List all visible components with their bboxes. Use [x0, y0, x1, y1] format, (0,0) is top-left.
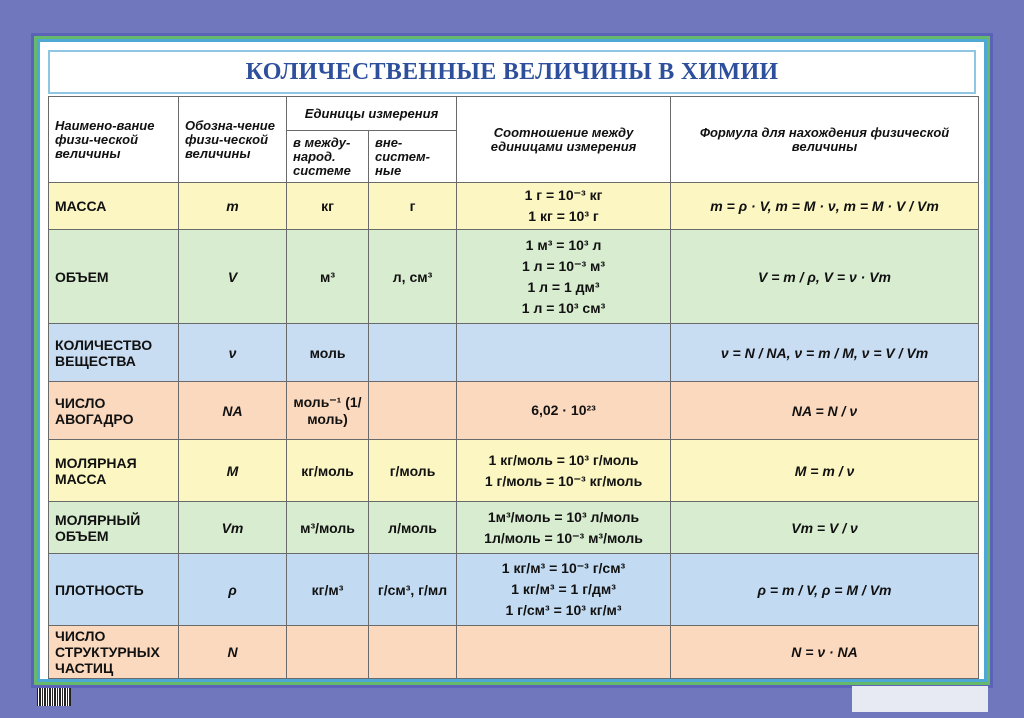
- header-units-intl: в между-народ. системе: [287, 131, 369, 183]
- formula: N = ν · NA: [671, 626, 979, 679]
- quantity-name: МАССА: [49, 183, 179, 230]
- unit-other: л/моль: [369, 502, 457, 554]
- relation-line: 1 кг/м³ = 1 г/дм³: [511, 581, 616, 597]
- header-units-nonsys: вне-систем-ные: [369, 131, 457, 183]
- table-row: [49, 183, 979, 230]
- quantity-symbol: ρ: [179, 554, 287, 626]
- unit-other: [369, 626, 457, 679]
- header-units: Единицы измерения: [287, 97, 457, 131]
- relation-line: 1 л = 10³ см³: [521, 299, 606, 316]
- formula: Vm = V / ν: [671, 502, 979, 554]
- table-row: [49, 382, 979, 440]
- unit-relations: [457, 626, 671, 679]
- unit-relations: [457, 440, 671, 502]
- header-relation: Соотношение между единицами измерения: [457, 97, 671, 183]
- unit-other: г/моль: [369, 440, 457, 502]
- unit-other: г: [369, 183, 457, 230]
- relation-line: 1 кг = 10³ г: [528, 208, 599, 224]
- quantity-name: МОЛЯРНАЯ МАССА: [49, 440, 179, 502]
- relation-line: 6,02 · 10²³: [531, 402, 596, 418]
- unit-si: моль: [287, 324, 369, 382]
- quantity-symbol: m: [179, 183, 287, 230]
- quantity-symbol: M: [179, 440, 287, 502]
- unit-other: л, см³: [369, 230, 457, 324]
- relation-line: 1 г/см³ = 10³ кг/м³: [505, 602, 622, 618]
- unit-si: м³: [287, 230, 369, 324]
- quantity-name: ПЛОТНОСТЬ: [49, 554, 179, 626]
- relation-line: 1 кг/м³ = 10⁻³ г/см³: [501, 560, 626, 576]
- header-formula: Формула для нахождения физической величины: [671, 97, 979, 183]
- relation-line: 1л/моль = 10⁻³ м³/моль: [484, 529, 643, 546]
- quantities-table: [48, 96, 979, 679]
- quantity-symbol: NA: [179, 382, 287, 440]
- unit-relations: [457, 382, 671, 440]
- unit-other: [369, 382, 457, 440]
- table-row: [49, 230, 979, 324]
- relation-line: 1 м³ = 10³ л: [525, 236, 602, 253]
- quantity-name: ЧИСЛО СТРУКТУРНЫХ ЧАСТИЦ: [49, 626, 179, 679]
- unit-si: моль⁻¹ (1/моль): [287, 382, 369, 440]
- header-symbol: Обозна-чение физи-ческой величины: [179, 97, 287, 183]
- unit-relations: [457, 554, 671, 626]
- barcode-image: [37, 688, 71, 706]
- formula: NA = N / ν: [671, 382, 979, 440]
- quantity-symbol: V: [179, 230, 287, 324]
- formula: ν = N / NA, ν = m / M, ν = V / Vm: [671, 324, 979, 382]
- header-name: Наимено-вание физи-ческой величины: [49, 97, 179, 183]
- unit-relations: [457, 324, 671, 382]
- relation-line: 1 л = 1 дм³: [527, 278, 600, 295]
- formula: ρ = m / V, ρ = M / Vm: [671, 554, 979, 626]
- unit-si: кг/м³: [287, 554, 369, 626]
- unit-other: [369, 324, 457, 382]
- table-row: [49, 440, 979, 502]
- table-row: [49, 324, 979, 382]
- unit-relations: [457, 502, 671, 554]
- page-title: КОЛИЧЕСТВЕННЫЕ ВЕЛИЧИНЫ В ХИМИИ: [48, 50, 976, 94]
- quantity-symbol: N: [179, 626, 287, 679]
- quantity-name: ЧИСЛО АВОГАДРО: [49, 382, 179, 440]
- unit-si: [287, 626, 369, 679]
- quantity-name: КОЛИЧЕСТВО ВЕЩЕСТВА: [49, 324, 179, 382]
- relation-line: 1 кг/моль = 10³ г/моль: [488, 451, 639, 468]
- relation-line: 1 л = 10⁻³ м³: [521, 257, 606, 274]
- quantity-symbol: Vm: [179, 502, 287, 554]
- quantity-name: ОБЪЕМ: [49, 230, 179, 324]
- unit-si: кг: [287, 183, 369, 230]
- table-row: [49, 502, 979, 554]
- unit-si: кг/моль: [287, 440, 369, 502]
- publisher-imprint: [852, 686, 988, 712]
- poster: [37, 39, 987, 682]
- unit-other: г/см³, г/мл: [369, 554, 457, 626]
- quantity-symbol: ν: [179, 324, 287, 382]
- unit-si: м³/моль: [287, 502, 369, 554]
- table-row: [49, 626, 979, 679]
- formula: V = m / ρ, V = ν · Vm: [671, 230, 979, 324]
- relation-line: 1 г = 10⁻³ кг: [524, 187, 603, 203]
- unit-relations: [457, 230, 671, 324]
- table-row: [49, 554, 979, 626]
- quantity-name: МОЛЯРНЫЙ ОБЪЕМ: [49, 502, 179, 554]
- unit-relations: [457, 183, 671, 230]
- relation-line: 1 г/моль = 10⁻³ кг/моль: [484, 472, 643, 489]
- formula: M = m / ν: [671, 440, 979, 502]
- relation-line: 1м³/моль = 10³ л/моль: [487, 508, 640, 525]
- formula: m = ρ · V, m = M · ν, m = M · V / Vm: [671, 183, 979, 230]
